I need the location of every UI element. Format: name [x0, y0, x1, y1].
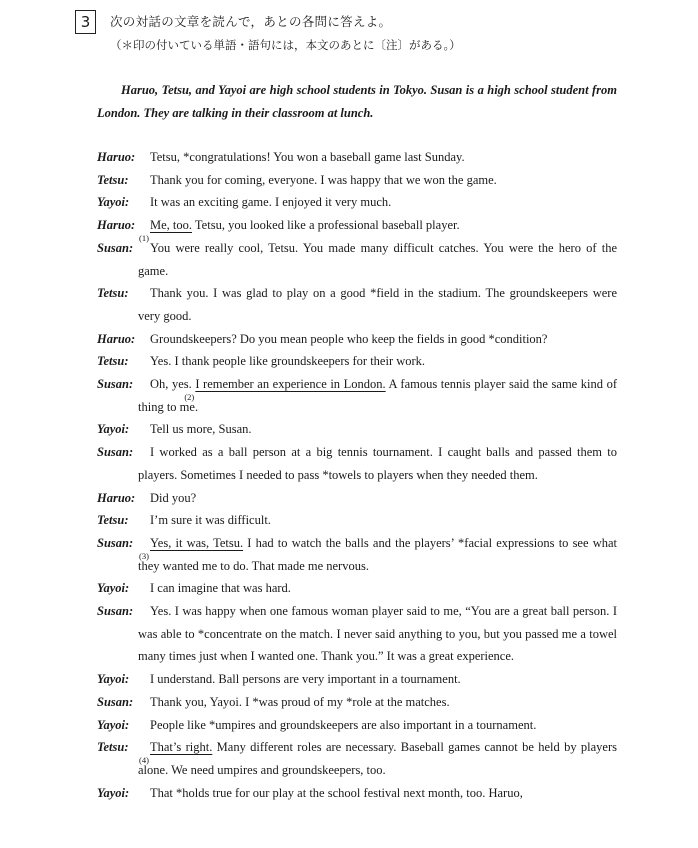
instruction-text: 次の対話の文章を読んで，あとの各問に答えよ。	[110, 14, 392, 29]
dialogue-line	[97, 350, 617, 373]
dialogue-line	[97, 668, 617, 691]
speaker-name: Yayoi:	[97, 581, 130, 596]
speaker-name: Susan:	[97, 377, 134, 392]
speaker-name: Haruo:	[97, 218, 136, 233]
dialogue-line	[97, 169, 617, 192]
speech-text: Thank you, Yayoi. I *was proud of my *role at the matches.	[150, 694, 450, 709]
dialogue-line	[97, 691, 617, 714]
speaker-name: Yayoi:	[97, 195, 130, 210]
speech-text: Thank you for coming, everyone. I was happy that we won the game.	[150, 172, 497, 187]
speaker-name: Susan:	[97, 604, 134, 619]
speech-text: You were really cool, Tetsu. You made many difficult catches. You were the hero of the game.	[138, 240, 617, 278]
speech-text: Me, too. (1) Tetsu, you looked like a professional baseball player.	[138, 214, 617, 237]
underlined-phrase: That’s right. (4)	[150, 740, 212, 754]
speaker-name: Susan:	[97, 694, 134, 709]
dialogue-line	[97, 237, 617, 282]
speech-text: That *holds true for our play at the school festival next month, too. Haruo,	[150, 785, 523, 800]
underlined-phrase: Me, too. (1)	[150, 218, 192, 232]
speaker-name: Haruo:	[97, 331, 136, 346]
question-number: 3	[75, 10, 96, 34]
dialogue-line	[97, 146, 617, 169]
speech-text: I worked as a ball person at a big tennis tournament. I caught balls and passed them to players. Sometimes I needed to pass *towels to players when they needed them.	[138, 445, 617, 482]
dialogue-line	[97, 487, 617, 510]
speaker-name: Yayoi:	[97, 672, 130, 687]
dialogue-line	[97, 782, 617, 805]
speaker-name: Tetsu:	[97, 740, 129, 755]
speaker-name: Susan:	[97, 535, 134, 550]
dialogue-line	[97, 532, 617, 577]
speech-text: Did you?	[150, 490, 197, 505]
dialogue-line	[97, 328, 617, 351]
speaker-name: Susan:	[97, 240, 134, 255]
speaker-name: Yayoi:	[97, 422, 130, 437]
speech-text: I understand. Ball persons are very important in a tournament.	[150, 672, 461, 687]
speaker-name: Susan:	[97, 445, 134, 460]
dialogue-line	[97, 577, 617, 600]
speech-text: It was an exciting game. I enjoyed it very much.	[150, 195, 392, 210]
speech-text: Yes, it was, Tetsu. (3) I had to watch the balls and the players’ *facial expressions to see what they wanted me to do. That made me nervous.	[138, 535, 617, 573]
speech-text: People like *umpires and groundskeepers are also important in a tournament.	[150, 717, 537, 732]
underlined-phrase: Yes, it was, Tetsu. (3)	[150, 536, 243, 550]
underlined-phrase: I remember an experience in London. (2)	[195, 377, 385, 391]
intro-paragraph: Haruo, Tetsu, and Yayoi are high school students in Tokyo. Susan is a high school student from London. They are talking in their classroom at lunch.	[97, 83, 617, 120]
dialogue-line	[97, 418, 617, 441]
dialogue-line	[97, 282, 617, 327]
dialogue-line	[97, 714, 617, 737]
speech-text: That’s right. (4) Many different roles are necessary. Baseball games cannot be held by players alone. We need umpires and groundskeepers, too.	[138, 740, 617, 777]
speaker-name: Haruo:	[97, 490, 136, 505]
underline-marker: (2)	[184, 392, 195, 403]
dialogue-line	[97, 191, 617, 214]
speaker-name: Yayoi:	[97, 717, 130, 732]
speaker-name: Tetsu:	[97, 172, 129, 187]
speech-text: Groundskeepers? Do you mean people who keep the fields in good *condition?	[150, 331, 548, 346]
underline-marker: (4)	[139, 755, 149, 766]
speech-text: I’m sure it was difficult.	[150, 513, 271, 528]
speech-text: Oh, yes. I remember an experience in London. (2) A famous tennis player said the same kind of thing to me.	[138, 377, 617, 414]
dialogue-line	[97, 736, 617, 781]
speaker-name: Tetsu:	[97, 513, 129, 528]
speaker-name: Tetsu:	[97, 354, 129, 369]
dialogue-line	[97, 600, 617, 668]
speech-text: Thank you. I was glad to play on a good *field in the stadium. The groundskeepers were very good.	[138, 286, 617, 323]
dialogue-line	[97, 441, 617, 486]
underline-marker: (1)	[139, 233, 149, 244]
note-text: （＊印の付いている単語・語句には，本文のあとに〔注〕がある。）	[110, 38, 461, 52]
dialogue-line	[97, 214, 617, 244]
speech-text: Tetsu, *congratulations! You won a baseball game last Sunday.	[150, 150, 465, 164]
speech-text: Yes. I was happy when one famous woman player said to me, “You are a great ball person. I was able to *concentrate on the match. I never said anything to you, but you passed me a towel many times just when I wanted one. Thank you.” It was a great experience.	[138, 604, 617, 664]
speaker-name: Yayoi:	[97, 785, 130, 800]
speaker-name: Haruo:	[97, 150, 136, 164]
speech-text: Yes. I thank people like groundskeepers for their work.	[150, 354, 426, 369]
speech-text: Tell us more, Susan.	[150, 422, 252, 437]
dialogue-line	[97, 509, 617, 532]
dialogue-line	[97, 373, 617, 418]
speech-text: I can imagine that was hard.	[150, 581, 291, 596]
dialogue	[97, 146, 617, 804]
speaker-name: Tetsu:	[97, 286, 129, 301]
underline-marker: (3)	[139, 550, 149, 561]
